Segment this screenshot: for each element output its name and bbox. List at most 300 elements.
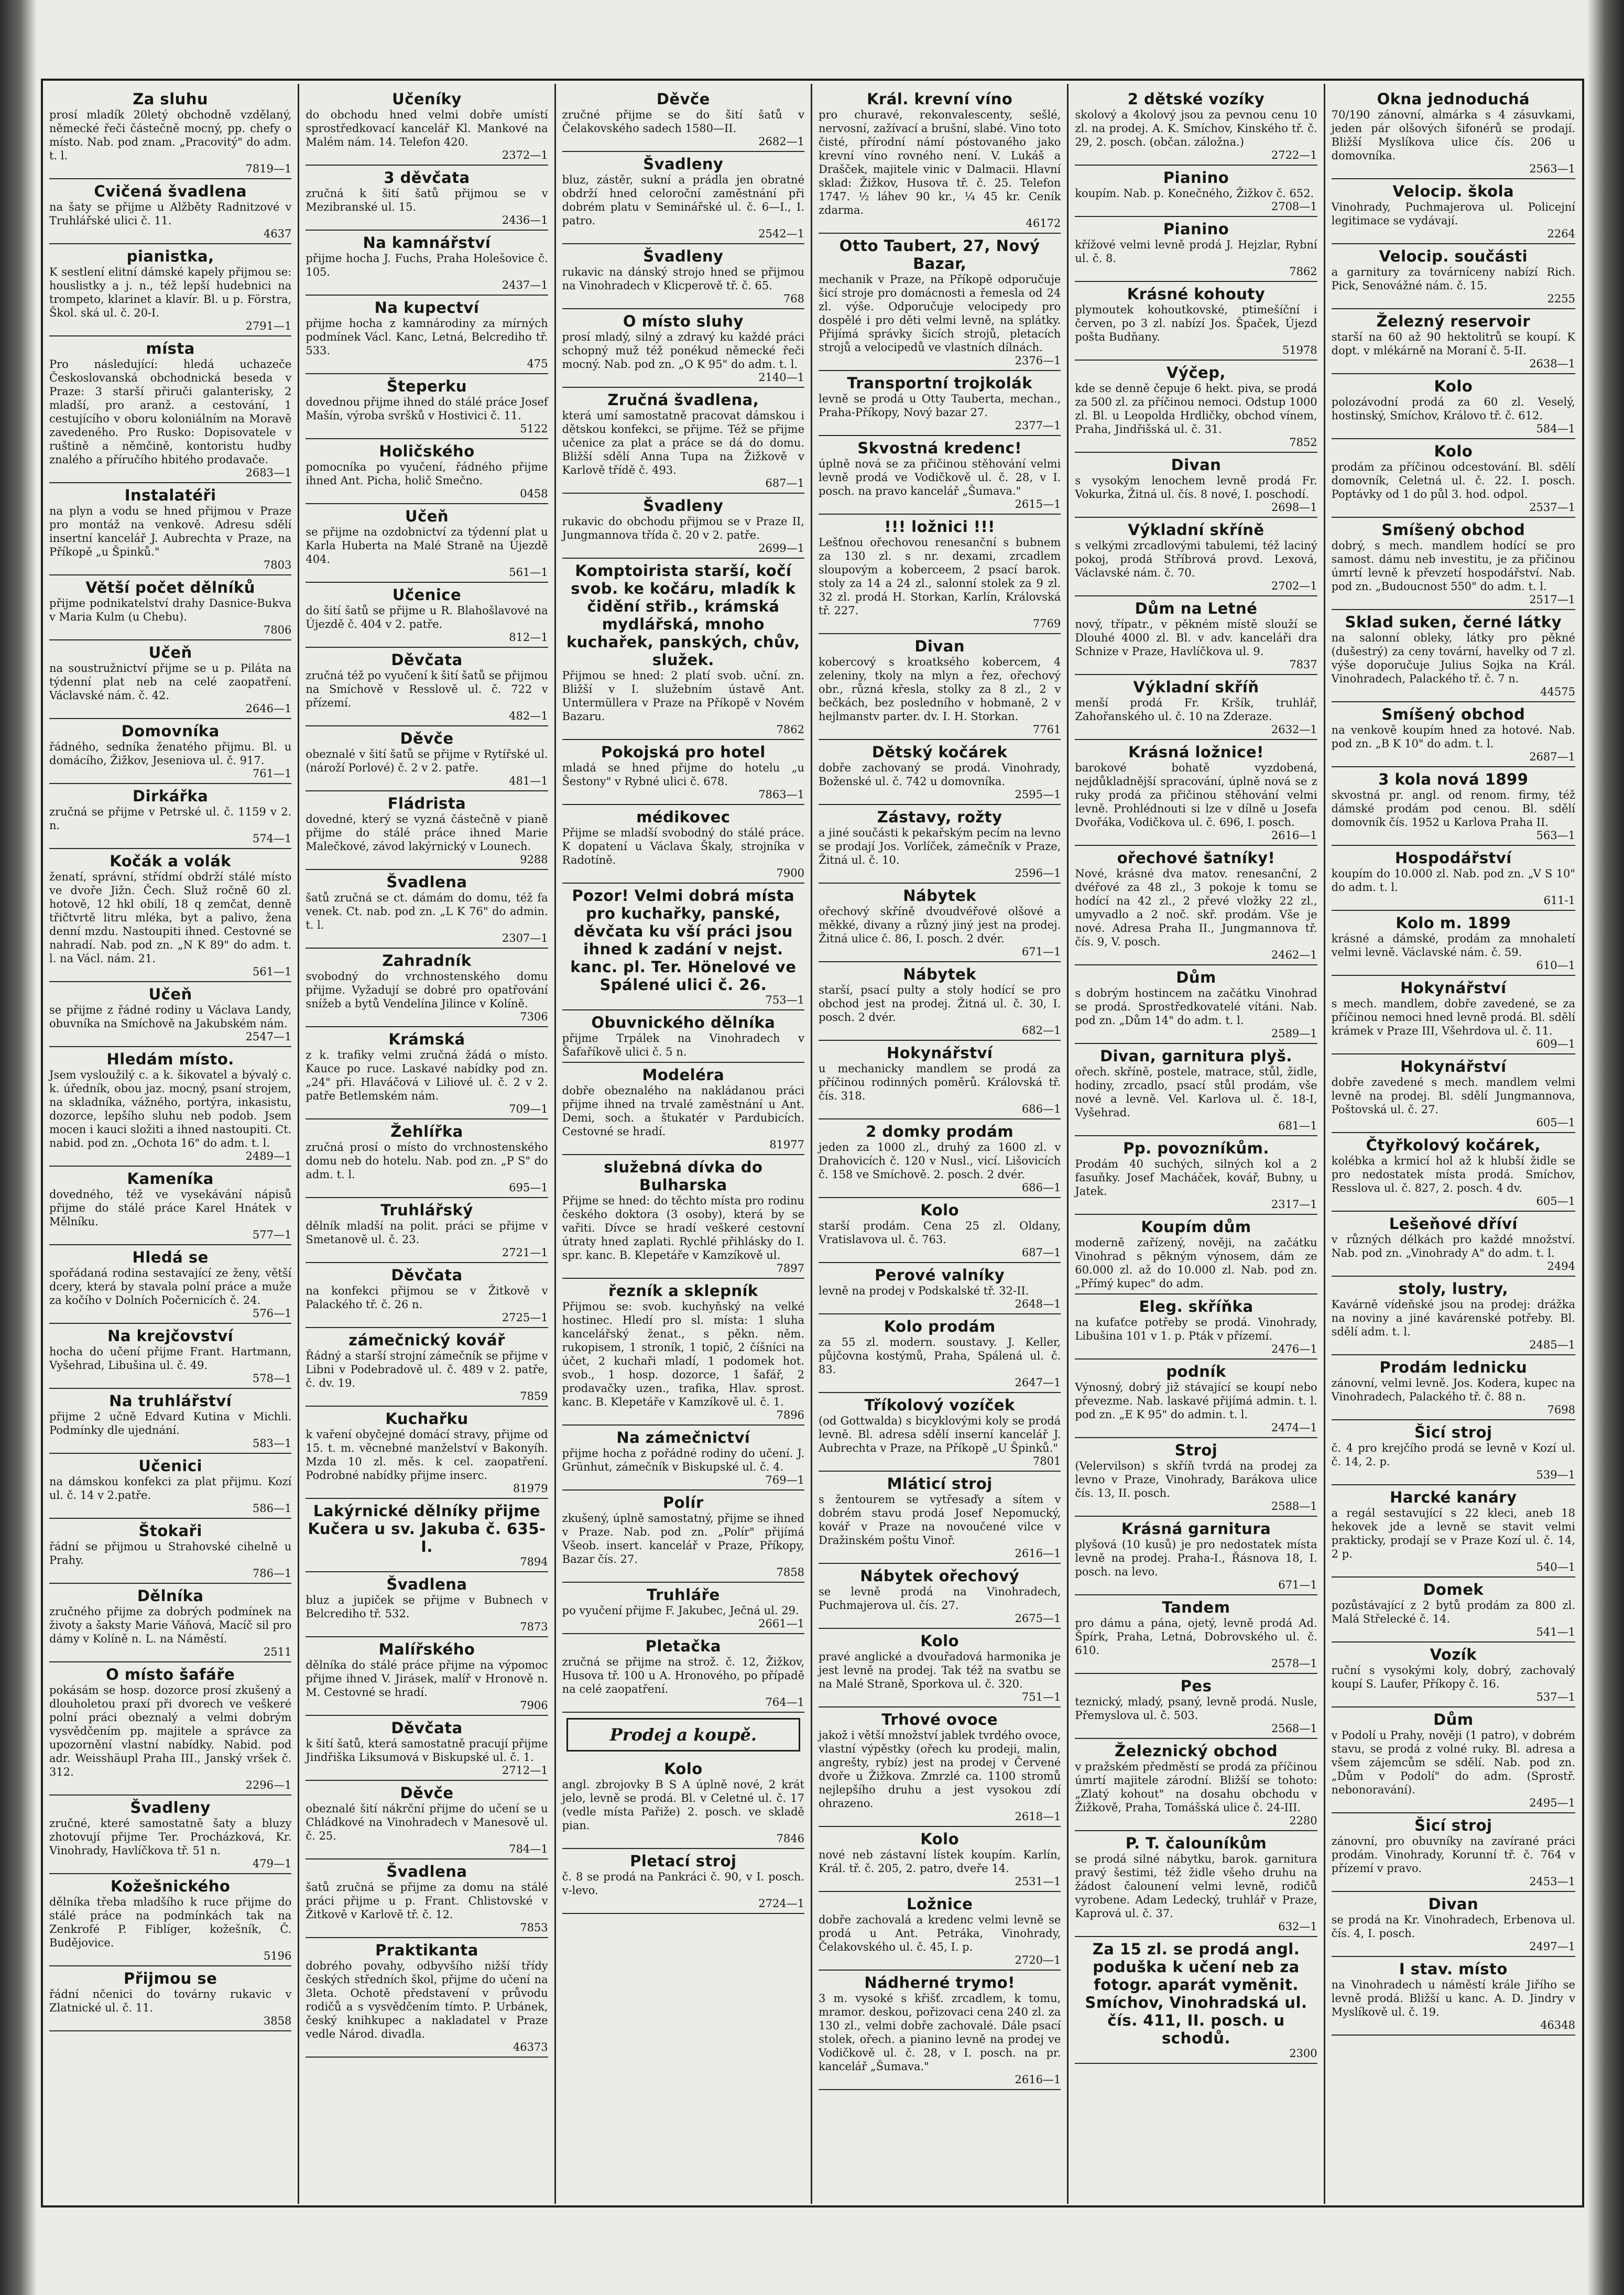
ad-headline: Zahradník — [382, 952, 472, 970]
classified-ad — [306, 1638, 548, 1716]
classified-ad — [49, 1455, 291, 1519]
ad-headline: Mláticí stroj — [887, 1475, 993, 1493]
ad-reference-number: 2596—1 — [1015, 867, 1061, 879]
classified-ad — [1332, 310, 1575, 374]
ad-reference-number: 761—1 — [252, 767, 292, 780]
ad-reference-number: 7894 — [520, 1556, 548, 1568]
ad-reference-number: 7862 — [1289, 265, 1317, 278]
ad-reference-number: 2531—1 — [1015, 1875, 1061, 1888]
classified-ad — [49, 720, 291, 784]
ad-text: přijme hocha z pořádné rodiny do učení. J. Grünhut, zámečník v Biskupské ul. č. 4. — [562, 1447, 804, 1473]
ad-reference-number: 2489—1 — [245, 1150, 292, 1162]
classified-ad — [306, 584, 548, 648]
ad-headline: Kolo — [663, 1760, 703, 1778]
ad-text: a jiné součásti k pekařským pecím na levno se prodají Jos. Vorlíček, zámečník v Praze, Žitná ul. č. 10. — [819, 826, 1061, 866]
ad-headline: Pianino — [1163, 169, 1229, 187]
ad-headline: Na truhlářství — [109, 1392, 232, 1410]
classified-ad — [49, 1585, 291, 1662]
ad-headline: Na krejčovství — [107, 1327, 234, 1345]
classified-ad — [306, 1329, 548, 1407]
ad-reference-number: 586—1 — [252, 1502, 292, 1515]
ad-text: na Vinohradech u náměstí krále Jiřího se levně prodá. Bližší u kanc. A. D. Jindry v Myslíkově ul. č. 19. — [1331, 1978, 1575, 2018]
ad-reference-number: 695—1 — [509, 1181, 548, 1194]
ad-headline: Kameníka — [127, 1170, 214, 1188]
classified-ad — [562, 1156, 804, 1279]
ad-reference-number: 2497—1 — [1529, 1940, 1575, 1953]
ad-text: teznický, mladý, psaný, levně prodá. Nusle, Přemyslova ul. č. 503. — [1075, 1695, 1317, 1722]
classified-ad — [306, 505, 548, 583]
ad-text: pozůstávající z 2 bytů prodám za 800 zl. Malá Střelecké č. 14. — [1331, 1599, 1575, 1625]
ad-text: levně se prodá u Otty Tauberta, mechan., Praha-Příkopy, Nový bazar 27. — [819, 393, 1061, 419]
ad-reference-number: 2437—1 — [502, 279, 548, 291]
classified-ad — [1332, 1356, 1575, 1420]
ad-headline: Pozor! Velmi dobrá místa pro kuchařky, panské, děvčata ku vší práci jsou ihned k zadání v nejst. kanc. pl. Ter. Hönelové ve Spálené ulici č. 26. — [570, 887, 797, 994]
ad-text: dobře zachovalá a kredenc velmi levně se prodá u Ant. Petráka, Vinohrady, Čelakovského ul. č. 45, I. p. — [819, 1913, 1061, 1953]
ad-reference-number: 2687—1 — [1529, 751, 1575, 763]
classified-ad — [1332, 1958, 1575, 2036]
classified-ad — [819, 1121, 1061, 1198]
ad-text: K sestlení elitní dámské kapely přijmou se: houslistky a j. n., též lepší hudebnici na trompeto, klarinet a klavír. Bl. u p. Förstra, Škol. ská ul. č. 20-I. — [49, 266, 292, 319]
classified-ad — [819, 1630, 1061, 1707]
ad-headline: Polír — [662, 1494, 704, 1511]
ad-text: kde se denně čepuje 6 hekt. piva, se prodá za 500 zl. za příčinou nemoci. Odstup 1000 zl. Bl. u Leopolda Hrdličky, obchod vínem, Praha, Jindřišská ul. č. 31. — [1075, 382, 1317, 436]
ad-headline: Tříkolový vozíček — [864, 1396, 1015, 1414]
ad-text: Přijmou se: svob. kuchyňský na velké hostinec. Hledí pro sl. místa: 1 sluha kancelářský ženat., s pěkn. něm. rukopisem, 1 stroník, 1 topič, 2 číšníci na účet, 2 kuchaři mladí, 1 podomek hot. svob., 1 hosp. dozorce, 1 šafář, 2 prodavačky uzen., trafika, Hlav. sprost. kanc. B. Klepetáře v Kamzíkově ul. č. 1. — [562, 1300, 804, 1408]
classified-ad — [49, 338, 291, 483]
ad-text: u mechanicky mandlem se prodá za příčinou rodinných poměrů. Královská tř. čís. 318. — [819, 1062, 1061, 1102]
ad-reference-number: 751—1 — [1021, 1691, 1061, 1703]
ad-text: Jsem vysloužilý c. a k. šikovatel a bývalý c. k. úředník, obou jaz. mocný, psaní strojem, na skladníka, vážného, portýra, inkasistu, dozorce, lepšího sluhu neb podob. Jsem mocen i kauci složiti a ihned nastoupiti. Ct. nabid. pod zn. „Ochota 16" do adm. t. l. — [49, 1069, 292, 1149]
ad-reference-number: 7801 — [1032, 1455, 1061, 1467]
ad-reference-number: 7862 — [776, 723, 804, 736]
ad-text: do šití šatů se přijme u R. Blahošlavové na Újezdě č. 404 v 2. patře. — [306, 604, 548, 630]
ad-text: zručné, které samostatně šaty a bluzy zhotovují přijme Ter. Procházková, Kr. Vinohrady, Havlíčkova tř. 51 n. — [49, 1817, 292, 1857]
ad-reference-number: 541—1 — [1536, 1626, 1575, 1638]
classified-ad — [819, 88, 1061, 234]
classified-ad — [1332, 180, 1575, 244]
ad-text: ořechový skříně dvoudvéřové olšové a měkké, divany a různý jiný jest na prodej. Žitná ulice č. 86, I. posch. 2 dvér. — [819, 905, 1061, 945]
ad-text: Prodám 40 suchých, silných kol a 2 fasuňky. Josef Macháček, kovář, Bubny, u Jatek. — [1075, 1158, 1317, 1198]
ad-reference-number: 784—1 — [509, 1843, 548, 1855]
ad-text: zručná prosí o místo do vrchnostenského domu neb do hotelu. Nab. pod zn. „P S" do adm. t. l. — [306, 1141, 548, 1181]
ad-headline: Kolo prodám — [884, 1318, 996, 1335]
ad-reference-number: 584—1 — [1536, 422, 1575, 435]
classified-ad — [562, 1584, 804, 1634]
classified-ad — [306, 297, 548, 374]
classified-ad — [49, 88, 291, 179]
ad-text: dělník mladší na polit. práci se přijme v Smetanově ul. č. 23. — [306, 1220, 548, 1246]
ad-text: zánovní, velmi levně. Jos. Kodera, kupec na Vinohradech, Palackého tř. č. 88 n. — [1331, 1377, 1575, 1403]
classified-ad — [819, 1473, 1061, 1564]
ad-headline: Nábytek ořechový — [860, 1567, 1020, 1585]
classified-ad — [49, 1797, 291, 1874]
ad-text: mladá se hned přijme do hotelu „u Šestony" v Rybné ulici č. 678. — [562, 762, 804, 788]
classified-ad — [1075, 218, 1317, 282]
column-2 — [299, 84, 555, 2204]
ad-text: dovedné, který se vyzná částečně v pianě přijme do stálé práce ihned Marie Malečkové, závod lakýrnický v Lounech. — [306, 813, 548, 853]
ad-headline: Učeň — [405, 507, 449, 525]
ad-headline: Cvičená švadlena — [94, 182, 247, 200]
ad-text: starší, psací pulty a stoly hodící se pro obchod jest na prodej. Žitná ul. č. 30, I. posch. 2 dvér. — [819, 984, 1061, 1024]
ad-reference-number: 2462—1 — [1271, 949, 1317, 961]
classified-ad — [819, 1828, 1061, 1892]
ad-text: Přijmou se hned: 2 platí svob. uční. zn. Bližší v I. služebním ústavě Ant. Untermüllera v Praze na Příkopě v Novém Bazaru. — [562, 669, 804, 723]
ad-reference-number: 7803 — [263, 559, 292, 571]
ad-text: č. 8 se prodá na Pankráci č. 90, v I. posch. v-levo. — [562, 1870, 804, 1897]
scan-right-edge — [1587, 0, 1624, 2295]
classified-ad — [49, 1048, 291, 1167]
ad-reference-number: 2436—1 — [502, 214, 548, 226]
classified-ad — [49, 641, 291, 719]
ad-headline: Holičského — [379, 442, 475, 460]
classified-ad — [562, 88, 804, 152]
ad-headline: Hokynářství — [886, 1044, 993, 1062]
classified-ad — [1332, 519, 1575, 610]
ad-text: levně na prodej v Podskalské tř. 32-II. — [819, 1285, 1029, 1297]
ad-headline: Dům — [1433, 1711, 1474, 1728]
ad-text: řádní nčenici do továrny rukavic v Zlatnické ul. č. 11. — [49, 1988, 292, 2014]
ad-reference-number: 51978 — [1282, 344, 1317, 356]
ad-headline: Učenice — [392, 586, 462, 604]
classified-ad — [49, 1168, 291, 1245]
classified-ad — [1075, 1596, 1317, 1674]
ad-text: prodám za příčinou odcestování. Bl. sdělí domovník, Celetná ul. č. 22. I. posch. Poptávky od 1 do půl 3. hod. odpol. — [1331, 461, 1575, 501]
classified-ad — [1075, 1296, 1317, 1359]
ad-text: pro dámu a pána, ojetý, levně prodá Ad. Špírk, Praha, Letná, Dobrovského ul. č. 610. — [1075, 1617, 1317, 1657]
ad-headline: Transportní trojkolák — [847, 374, 1032, 392]
classified-ad — [306, 727, 548, 791]
ad-reference-number: 574—1 — [252, 832, 292, 845]
classified-ad — [1075, 454, 1317, 518]
ad-headline: Děvče — [400, 1784, 454, 1802]
ad-headline: Domek — [1423, 1581, 1484, 1598]
ad-headline: O místo šafáře — [106, 1666, 235, 1683]
ad-reference-number: 2317—1 — [1271, 1198, 1317, 1211]
ad-reference-number: 7859 — [520, 1390, 548, 1402]
ad-text: ruční s vysokými koly, dobrý, zachovalý koupí S. Laufer, Příkopy č. 16. — [1331, 1664, 1575, 1690]
ad-reference-number: 764—1 — [765, 1696, 804, 1709]
ad-reference-number: 2280 — [1289, 1814, 1317, 1827]
classified-ad — [562, 495, 804, 559]
classified-ad — [562, 1758, 804, 1849]
ad-text: k vaření obyčejné domácí stravy, přijme od 15. t. m. věcnebné manželství v Bakonyíh. Mzda 10 zl. měs. k cel. zaopatření. Podrobné nabídky přijme inserc. — [306, 1428, 548, 1482]
ad-reference-number: 7698 — [1547, 1404, 1575, 1416]
column-1 — [43, 84, 299, 2204]
classified-ad — [49, 850, 291, 982]
ad-text: dobře zachovaný se prodá. Vinohrady, Boženské ul. č. 742 u domovníka. — [819, 762, 1061, 788]
ad-headline: Krásné kohouty — [1127, 285, 1266, 303]
ad-headline: Nábytek — [903, 887, 977, 905]
ad-text: starší prodám. Cena 25 zl. Oldany, Vratislavova ul. č. 763. — [819, 1220, 1061, 1246]
ad-headline: Krásná garnitura — [1121, 1520, 1271, 1538]
ad-text: dobře zavedené s mech. mandlem velmi levně na prodej. Bl. sdělí Jungmannova, Poštovská ul. č. 27. — [1331, 1076, 1575, 1116]
classified-ad — [1075, 847, 1317, 965]
ad-reference-number: 2588—1 — [1271, 1500, 1317, 1513]
classified-ad — [49, 180, 291, 244]
ad-reference-number: 610—1 — [1536, 959, 1575, 972]
ad-reference-number: 2296—1 — [245, 1779, 292, 1791]
classified-ad — [1332, 1579, 1575, 1643]
classified-ad — [562, 1064, 804, 1155]
ad-reference-number: 7306 — [520, 1010, 548, 1023]
classified-ad — [1332, 1893, 1575, 1957]
ad-reference-number: 2632—1 — [1271, 723, 1317, 736]
classified-ad — [562, 389, 804, 494]
ad-headline: Kolo — [1434, 442, 1473, 460]
classified-ad — [306, 1408, 548, 1499]
ad-reference-number: 2547—1 — [245, 1030, 292, 1043]
ad-text: obeznalé v šití šatů se přijme v Rytířské ul. (nároží Porlové) č. 2 v 2. patře. — [306, 748, 548, 774]
classified-ad — [562, 153, 804, 244]
ad-headline: Tandem — [1162, 1598, 1230, 1616]
ad-text: angl. zbrojovky B S A úplně nové, 2 krát jelo, levně se prodá. Bl. v Celetné ul. č. 17 (vedle místa Pařiže) 2. posch. ve skladě pian. — [562, 1778, 804, 1832]
ad-reference-number: 2720—1 — [1015, 1954, 1061, 1966]
ad-headline: Švadleny — [643, 247, 724, 265]
ad-headline: ořechové šatníky! — [1117, 849, 1276, 867]
ad-text: barokové bohatě vyzdobená, nejdůkladnější spracování, úplně nová se z ruky prodá za přičinou stěhování velmi levně. Prohlédnouti si lze v dílně u Josefa Dvořáka, Vodičkova ul. č. 696, I. posch. — [1075, 762, 1317, 829]
ad-reference-number: 2453—1 — [1529, 1875, 1575, 1888]
ad-headline: Eleg. skříňka — [1139, 1298, 1254, 1315]
ad-text: kobercový s kroatksého kobercem, 4 zeleniny, tkoly na mlyn a řez, ořechový obr., různá křesla, stolky za 8 zl., 2 v bečkách, bez posledního v hobmaně, 2 v hejlmanstv parter. dv. I. H. Storkan. — [819, 656, 1061, 723]
classified-ad — [1332, 245, 1575, 309]
ad-text: se přijme na ozdobnictví za týdenní plat u Karla Huberta na Malé Straně na Újezdě 404. — [306, 526, 548, 565]
ad-headline: Kolo — [920, 1201, 960, 1219]
ad-reference-number: 561—1 — [252, 965, 292, 978]
ad-reference-number: 611-1 — [1543, 894, 1575, 907]
ad-reference-number: 2511 — [263, 1646, 292, 1658]
classified-ad — [819, 235, 1061, 371]
ad-reference-number: 2616—1 — [1015, 2073, 1061, 2086]
classified-ad — [1075, 519, 1317, 596]
ad-headline: 3 kola nová 1899 — [1378, 770, 1529, 788]
ad-headline: Děvče — [656, 90, 710, 108]
ad-text: moderně zařízený, nověji, na začátku Vinohrad s pěkným výnosem, dám ze 60.000 zl. až do 10.000 zl. Nab. pod zn. „Přímý kupec" do adm. — [1075, 1236, 1317, 1290]
ad-headline: Divan, garnitura plyš. — [1100, 1047, 1292, 1065]
ad-reference-number: 786—1 — [252, 1567, 292, 1580]
ad-text: koupím. Nab. p. Konečného, Žižkov č. 652. — [1075, 187, 1314, 200]
ad-text: s vysokým lenochem levně prodá Fr. Vokurka, Žitná ul. čís. 8 nové, I. poschodí. — [1075, 474, 1317, 501]
ad-reference-number: 768 — [783, 292, 804, 305]
ad-reference-number: 2563—1 — [1529, 162, 1575, 175]
ad-headline: Hledám místo. — [106, 1050, 234, 1068]
ad-text: spořádaná rodina sestavající ze ženy, větší dcery, která by stavala polní práce a muže za kočího v Dolních Počernicích č. 24. — [49, 1267, 292, 1307]
ad-headline: Učeníky — [392, 90, 462, 108]
ad-reference-number: 7846 — [776, 1832, 804, 1845]
classified-ad — [819, 1972, 1061, 2090]
ad-reference-number: 7761 — [1032, 723, 1061, 736]
ad-text: 70/190 zánovní, almárka s 4 zásuvkami, jeden pár olšových šifonérů se prodají. Bližší Myslíkova ulice čís. 206 u domovníka. — [1331, 108, 1575, 162]
ad-reference-number: 5196 — [263, 1950, 292, 1962]
ad-text: dovedného, též ve vysekávání nápisů přijme do stálé práce Karel Hnátek v Mělníku. — [49, 1188, 292, 1228]
ad-text: plymoutek kohoutkovské, ptimešíční i červen, po 3 zl. nabízí Jos. Špaček, Újezd pošta Budňany. — [1075, 303, 1317, 343]
ad-headline: Lešeňové dříví — [1389, 1215, 1518, 1233]
ad-text: kolébka a krmicí hol až k hlubší židle se pro nedostatek místa prodá. Smíchov, Resslova ul. č. 827, 2. posch. 4 dv. — [1331, 1155, 1575, 1194]
ad-reference-number: 2140—1 — [758, 371, 804, 384]
ad-reference-number: 7906 — [520, 1699, 548, 1712]
ad-reference-number: 479—1 — [252, 1857, 292, 1870]
ad-reference-number: 2661—1 — [758, 1617, 804, 1630]
ad-text: úplně nová se za přičinou stěhování velmi levně prodá ve Vodičkově ul. č. 28, v I. posch. na pravo kancelář „Šumava." — [819, 458, 1061, 497]
ad-headline: Železný reservoir — [1376, 312, 1531, 330]
ad-text: Lešťnou ořechovou renesanční s bubnem za 130 zl. s nr. dexami, zrcadlem sloupovým a koberceem, 2 psací barok. stoly za 14 a 24 zl., salonní stolek za 9 zl. 32 zl. prodá H. Storkan, Karlín, Královská tř. 227. — [819, 536, 1061, 617]
ad-text: zručná se přijme v Petrské ul. č. 1159 v 2. n. — [49, 806, 292, 832]
ad-headline: Hokynářství — [1400, 1058, 1507, 1075]
ad-text: v Podolí u Prahy, nověji (1 patro), v dobrém stavu, se prodá z volné ruky. Bl. adresa a všem zájemcům se sdělí. Nab. pod zn. „Dům v Podolí" do adm. (Sprostř. nebonoravání). — [1331, 1729, 1575, 1796]
ad-text: zručná též po vyučení k šití šatů se přijmou na Smíchově v Resslově ul. č. 722 v přízemí. — [306, 669, 548, 709]
ad-headline: Na zámečnictví — [616, 1429, 750, 1446]
classified-ad — [49, 1390, 291, 1454]
ad-headline: Dělníka — [137, 1587, 204, 1605]
ad-text: se prodá silné nábytku, barok. garnitura pravý šestimi, též židle všeho druhu na žádost čalounení velmi levně, rodičů vyrobene. Adam Ledecký, truhlář v Praze, Kaprová ul. č. 37. — [1075, 1853, 1317, 1920]
ad-headline: Dům — [1176, 969, 1216, 986]
ad-headline: stoly, lustry, — [1398, 1280, 1509, 1298]
ad-reference-number: 671—1 — [1278, 1579, 1317, 1591]
ad-headline: Velocip. součásti — [1379, 247, 1528, 265]
ad-text: plyšová (10 kusů) je pro nedostatek místa levně na prodej. Praha-I., Řásnova 18, I. posch. na levo. — [1075, 1538, 1317, 1578]
classified-ad — [1332, 1814, 1575, 1892]
ad-headline: I stav. místo — [1399, 1960, 1508, 1978]
classified-ad — [1332, 1421, 1575, 1485]
ad-headline: Sklad suken, černé látky — [1345, 613, 1562, 631]
ad-reference-number: 7806 — [263, 624, 292, 636]
ad-reference-number: 7858 — [776, 1566, 804, 1579]
ad-reference-number: 2589—1 — [1271, 1027, 1317, 1040]
ad-text: koupím do 10.000 zl. Nab. pod zn. „V S 10" do adm. t. l. — [1331, 867, 1575, 894]
classified-ad — [562, 1850, 804, 1914]
classified-ad — [1075, 966, 1317, 1044]
classified-ad — [1332, 1644, 1575, 1707]
ad-headline: Smíšený obchod — [1381, 521, 1525, 539]
ad-reference-number: 687—1 — [765, 477, 804, 490]
classified-ad — [819, 437, 1061, 515]
ad-headline: Výčep, — [1167, 364, 1226, 382]
classified-ad — [306, 1861, 548, 1938]
ad-headline: Nádherné trymo! — [864, 1974, 1015, 1992]
ad-headline: Učeň — [148, 644, 192, 661]
ad-headline: Domovníka — [121, 722, 220, 740]
ad-headline: Malířského — [378, 1640, 475, 1658]
ad-reference-number: 475 — [527, 357, 548, 370]
ad-text: se prodá na Kr. Vinohradech, Erbenova ul. čís. 4, I. posch. — [1331, 1913, 1575, 1940]
classified-ad — [1332, 847, 1575, 911]
ad-headline: Truhlářský — [380, 1201, 473, 1219]
ad-headline: Děvčata — [391, 1719, 463, 1737]
ad-reference-number: 2708—1 — [1271, 200, 1317, 213]
classified-ad — [306, 167, 548, 231]
ad-headline: Šicí stroj — [1414, 1817, 1492, 1834]
ad-headline: Truhláře — [646, 1586, 720, 1604]
classified-ad — [562, 245, 804, 309]
ad-headline: Výkladní skříně — [1128, 521, 1265, 539]
ad-text: která umí samostatně pracovat dámskou i dětskou konfekci, se přijme. Též se přijme učenice za plat a práce se dá do domu. Bližší sdělí Anna Tupa na Žižkově v Karlově třídě č. 493. — [562, 409, 804, 476]
column-3 — [556, 84, 812, 2204]
ad-reference-number: 2537—1 — [1529, 501, 1575, 514]
classified-ad — [49, 1967, 291, 2031]
ad-headline: Instalatéři — [124, 486, 216, 504]
ad-reference-number: 686—1 — [1021, 1103, 1061, 1115]
classified-ad — [1332, 1056, 1575, 1133]
ad-reference-number: 2542—1 — [758, 227, 804, 240]
ad-headline: Za 15 zl. se prodá angl. poduška k učení neb za fotogr. aparát vyměnit. Smíchov, Vinohradská ul. čís. 411, II. posch. u schodů. — [1085, 1940, 1307, 2047]
ad-reference-number: 2485—1 — [1529, 1339, 1575, 1351]
ad-headline: Šicí stroj — [1414, 1423, 1492, 1441]
classified-ad — [819, 1042, 1061, 1119]
ad-reference-number: 671—1 — [1021, 945, 1061, 958]
ad-reference-number: 2372—1 — [502, 149, 548, 161]
ad-headline: Kožešnického — [111, 1877, 231, 1895]
ad-headline: Učenici — [138, 1457, 202, 1475]
ad-reference-number: 632—1 — [1278, 1920, 1317, 1933]
classified-ad — [49, 1875, 291, 1966]
ad-reference-number: 46348 — [1540, 2019, 1575, 2031]
ad-text: skvostná pr. angl. od renom. firmy, též dámské prodám pod cenou. Bl. sdělí domovník čís. 1952 u Karlova Praha II. — [1331, 789, 1575, 829]
ad-headline: Na kamnářství — [363, 234, 491, 252]
ad-text: řádní se přijmou u Strahovské cihelně u Prahy. — [49, 1540, 292, 1567]
ad-reference-number: 2476—1 — [1271, 1343, 1317, 1355]
classified-ad — [562, 1492, 804, 1583]
ad-text: přijme hocha z kamnárodiny za mírných podmínek Václ. Kanc, Letná, Belcrediho tř. 533. — [306, 317, 548, 357]
classified-ad — [1075, 88, 1317, 166]
ad-text: pravé anglické a dvouřadová harmonika je jest levně na prodej. Tak též na svatbu se na Malé Straně, Sporkova ul. č. 320. — [819, 1650, 1061, 1690]
ad-headline: P. T. čalouníkům — [1125, 1834, 1267, 1852]
ad-text: na konfekci přijmou se v Žitkově v Palackého tř. č. 26 n. — [306, 1285, 548, 1311]
classified-ad — [1332, 768, 1575, 846]
ad-text: hocha do učení přijme Frant. Hartmann, Vyšehrad, Libušina ul. č. 49. — [49, 1345, 292, 1372]
column-5 — [1069, 84, 1325, 2204]
ad-headline: Pianino — [1163, 220, 1229, 238]
ad-reference-number: 7819—1 — [245, 162, 292, 175]
classified-ad — [1075, 1361, 1317, 1438]
ad-text: Přijme se mladší svobodný do stálé práce. K dopatení u Václava Škaly, strojníka v Radotíně. — [562, 826, 804, 866]
ad-headline: Pp. povozníkům. — [1123, 1139, 1269, 1157]
ad-text: Kavárně vídeňské jsou na prodej: drážka na noviny a jiné kavárenské potřeby. Bl. sdělí adm. t. l. — [1331, 1298, 1575, 1338]
ad-text: prosí mladý, silný a zdravý ku každé práci schopný muž též ponékud německé řeči mocný. Nab. pod zn. „O K 95" do adm. t. l. — [562, 331, 804, 371]
ad-text: šatů zručná se ct. dámám do domu, též fa venek. Ct. nab. pod zn. „L K 76" do admin. t. l. — [306, 891, 548, 931]
ad-headline: Kolo — [1434, 377, 1473, 395]
ad-reference-number: 2702—1 — [1271, 580, 1317, 592]
ad-text: svobodný do vrchnostenského domu přijme. Vyžadují se dobré pro opatřování snížeb a bytů Vendelína Jilince v Kolíně. — [306, 970, 548, 1010]
ad-reference-number: 81979 — [513, 1482, 548, 1495]
ad-headline: Šteperku — [386, 377, 467, 395]
ad-text: za 55 zl. modern. soustavy. J. Keller, půjčovna kostýmů, Praha, Spálená ul. č. 83. — [819, 1336, 1061, 1376]
ad-headline: 2 domky prodám — [866, 1123, 1014, 1140]
ad-text: na šaty se přijme u Alžběty Radnitzové v Truhlářské ulici č. 11. — [49, 201, 292, 227]
classified-ad — [1075, 741, 1317, 846]
ad-reference-number: 2698—1 — [1271, 501, 1317, 514]
classified-ad — [306, 871, 548, 949]
ad-headline: Krásná ložnice! — [1128, 743, 1264, 761]
classified-ad — [562, 1011, 804, 1063]
ad-text: na salonní obleky, látky pro pěkné (dušestrý) za ceny tovární, havelky od 7 zl. výše doporučuje Julius Sojka na Král. Vinohradech, Palackého tř. č. 7 n. — [1331, 632, 1575, 685]
ad-reference-number: 539—1 — [1536, 1469, 1575, 1481]
ad-headline: Velocip. škola — [1392, 182, 1514, 200]
ad-headline: Pletačka — [645, 1637, 721, 1655]
classified-ad — [306, 88, 548, 166]
ad-text: dobrého povahy, odbyvšího nižší třídy českých středních škol, přijme do učení na 3leta. Ochotě představení v průvodu rodičů a s vysvědčením tímto. P. Urbánek, český knihkupec a nakladatel v Praze vedle Národ. divadla. — [306, 1960, 548, 2040]
ad-text: zánovní, pro obuvníky na zavírané práci prodám. Vinohrady, Korunní tř. č. 764 v přízemí v pravo. — [1331, 1835, 1575, 1875]
ad-reference-number: 540—1 — [1536, 1561, 1575, 1573]
classified-ad — [1075, 676, 1317, 740]
ad-headline: Divan — [1171, 456, 1222, 474]
classified-ad — [49, 1663, 291, 1796]
ad-text: pro churavé, rekonvalescenty, sešlé, nervosní, zažívací a brušní, slabé. Vino toto čisté, přírodní námí póstovaného jako krevní víno rovného není. V. Lukáš a Drašček, majitele vinic v Dalmacii. Hlavní sklad: Žižkov, Husova tř. č. 25. Telefon 1747. ½ láhev 90 kr., ¼ 45 kr. Ceník zdarma. — [819, 108, 1061, 216]
ad-text: menší prodá Fr. Kršík, truhlář, Zahořanského ul. č. 10 na Zderaze. — [1075, 697, 1317, 723]
ad-reference-number: 2300 — [1289, 2047, 1317, 2060]
classified-ad — [1075, 167, 1317, 217]
ad-text: skolový a 4kolový jsou za pevnou cenu 10 zl. na prodej. A. K. Smíchov, Kinského tř. č. 29, 2. posch. (občan. záložna.) — [1075, 108, 1317, 148]
ad-headline: Kolo m. 1899 — [1396, 914, 1511, 932]
classified-ad — [49, 1325, 291, 1389]
